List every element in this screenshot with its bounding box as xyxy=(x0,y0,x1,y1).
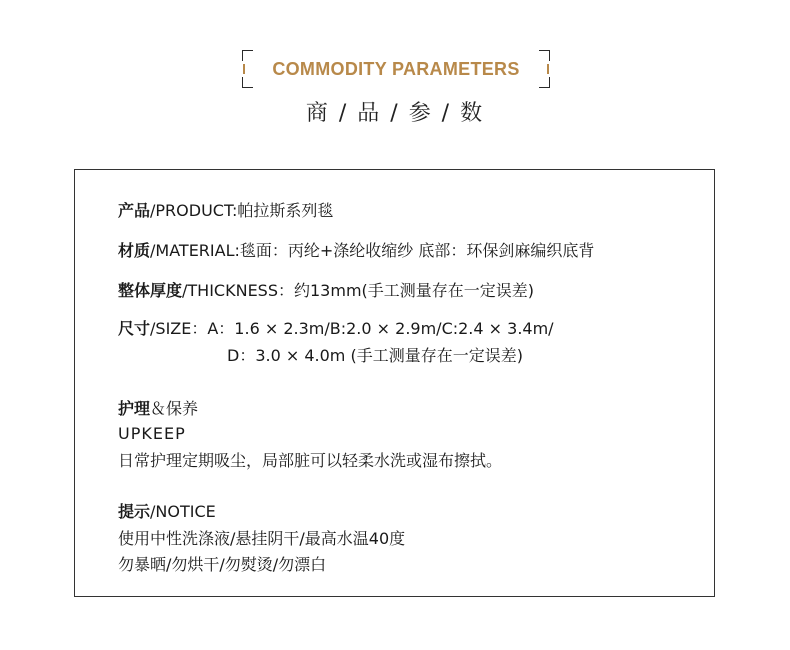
size-value-line2: D：3.0 × 4.0m (手工测量存在一定误差) xyxy=(227,346,523,365)
product-value: 帕拉斯系列毯 xyxy=(237,201,334,220)
size-label-cn: 尺寸 xyxy=(118,319,151,338)
parameters-panel xyxy=(74,169,715,597)
frame-corner xyxy=(242,77,253,88)
size-label-en: /SIZE： xyxy=(150,319,208,338)
care-text: 日常护理定期吸尘，局部脏可以轻柔水洗或湿布擦拭。 xyxy=(118,451,503,470)
frame-corner xyxy=(539,77,550,88)
frame-corner xyxy=(539,50,550,61)
notice-line-1: 使用中性洗涤液/悬挂阴干/最高水温40度 xyxy=(118,529,406,548)
care-title-rest: ＆保养 xyxy=(150,399,199,418)
product-label-en: /PRODUCT: xyxy=(150,201,238,220)
header-title: COMMODITY PARAMETERS xyxy=(272,58,520,79)
accent-tick xyxy=(547,64,549,74)
header-subtitle: 商 / 品 / 参 / 数 xyxy=(305,101,485,126)
size-value-line1: A：1.6 × 2.3m/B:2.0 × 2.9m/C:2.4 × 3.4m/ xyxy=(207,319,554,338)
notice-line-2: 勿暴晒/勿烘干/勿熨烫/勿漂白 xyxy=(118,555,327,574)
material-label-cn: 材质 xyxy=(118,241,151,260)
material-row xyxy=(118,240,594,262)
size-row xyxy=(118,318,554,340)
product-label-cn: 产品 xyxy=(118,201,151,220)
accent-tick xyxy=(243,64,245,74)
notice-title-cn: 提示 xyxy=(118,502,151,521)
product-row xyxy=(118,200,333,222)
care-title-cn: 护理 xyxy=(118,399,151,418)
care-title xyxy=(118,398,198,420)
thickness-value: 约13mm(手工测量存在一定误差) xyxy=(294,281,535,300)
section-header xyxy=(242,50,550,88)
care-title-en: UPKEEP xyxy=(118,424,186,443)
material-value: 毯面：丙纶+涤纶收缩纱 底部：环保剑麻编织底背 xyxy=(239,241,595,260)
thickness-label-cn: 整体厚度 xyxy=(118,281,183,300)
thickness-row xyxy=(118,280,534,302)
notice-title-en: /NOTICE xyxy=(150,502,216,521)
material-label-en: /MATERIAL: xyxy=(150,241,240,260)
thickness-label-en: /THICKNESS： xyxy=(182,281,294,300)
notice-title xyxy=(118,501,216,523)
frame-corner xyxy=(242,50,253,61)
